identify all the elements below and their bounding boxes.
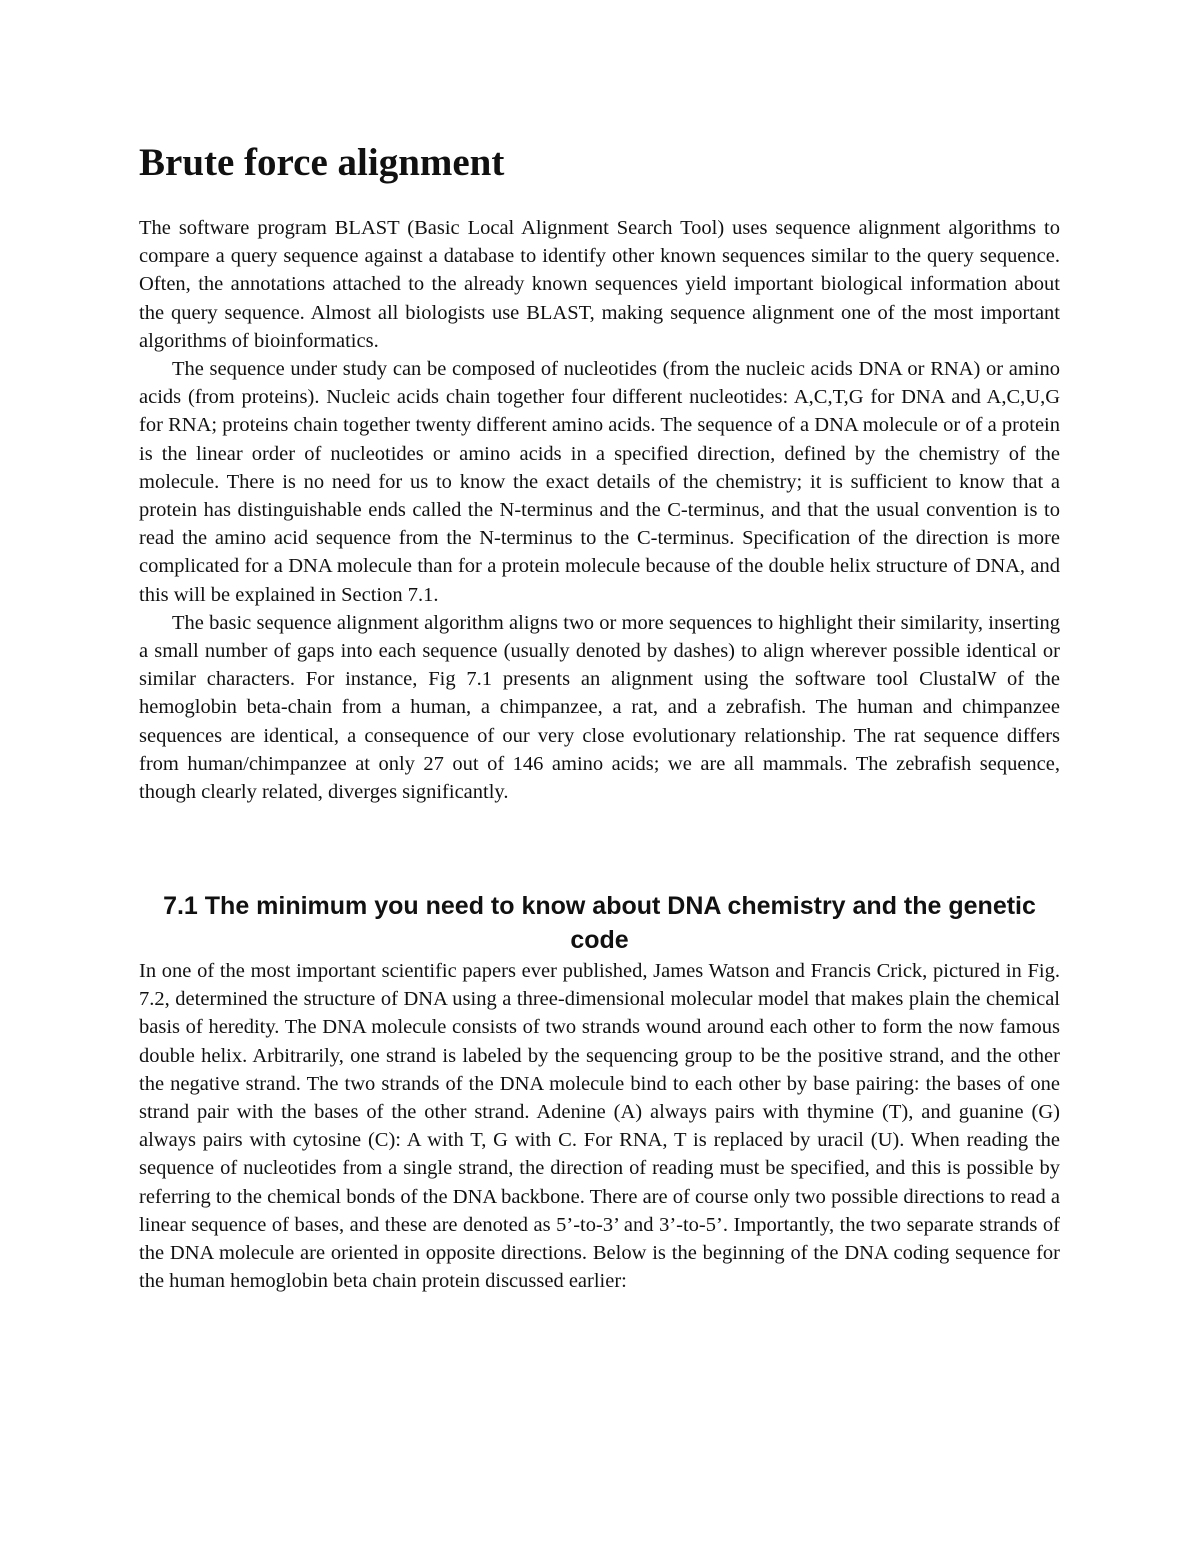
intro-text [139,214,1060,806]
section-text [139,957,1060,1295]
paragraph-blast-intro: The software program BLAST (Basic Local Alignment Search Tool) uses sequence alignment algorithms to compare a query sequence against a database to identify other known sequences similar to the query sequence. Often, the annotations attached to the already known sequences yield important biological information about the query sequence. Almost all biologists use BLAST, making sequence alignment one of the most important algorithms of bioinformatics. [139,217,1060,352]
paragraph-dna-chemistry: In one of the most important scientific papers ever published, James Watson and Francis Crick, pictured in Fig. 7.2, determined the structure of DNA using a three-dimensional molecular model that makes plain the chemical basis of heredity. The DNA molecule consists of two strands wound around each other to form the now famous double helix. Arbitrarily, one strand is labeled by the sequencing group to be the positive strand, and the other the negative strand. The two strands of the DNA molecule bind to each other by base pairing: the bases of one strand pair with the bases of the other strand. Adenine (A) always pairs with thymine (T), and guanine (G) always pairs with cytosine (C): A with T, G with C. For RNA, T is replaced by uracil (U). When reading the sequence of nucleotides from a single strand, the direction of reading must be specified, and this is possible by referring to the chemical bonds of the DNA backbone. There are of course only two possible directions to read a linear sequence of bases, and these are denoted as 5’-to-3’ and 3’-to-5’. Importantly, the two separate strands of the DNA molecule are oriented in opposite directions. Below is the beginning of the DNA coding sequence for the human hemoglobin beta chain protein discussed earlier: [139,960,1060,1293]
paragraph-sequence-composition: The sequence under study can be composed of nucleotides (from the nucleic acids DNA or RNA) or amino acids (from proteins). Nucleic acids chain together four different nucleotides: A,C,T,G for DNA and A,C,U,G for RNA; proteins chain together twenty different amino acids. The sequence of a DNA molecule or of a protein is the linear order of nucleotides or amino acids in a specified direction, defined by the chemistry of the molecule. There is no need for us to know the exact details of the chemistry; it is sufficient to know that a protein has distinguishable ends called the N-terminus and the C-terminus, and that the usual convention is to read the amino acid sequence from the N-terminus to the C-terminus. Specification of the direction is more complicated for a DNA molecule than for a protein molecule because of the double helix structure of DNA, and this will be explained in Section 7.1. [139,358,1060,606]
paragraph-alignment-algorithm: The basic sequence alignment algorithm aligns two or more sequences to highlight their similarity, inserting a small number of gaps into each sequence (usually denoted by dashes) to align wherever possible identical or similar characters. For instance, Fig 7.1 presents an alignment using the software tool ClustalW of the hemoglobin beta-chain from a human, a chimpanzee, a rat, and a zebrafish. The human and chimpanzee sequences are identical, a consequence of our very close evolutionary relationship. The rat sequence differs from human/chimpanzee at only 27 out of 146 amino acids; we are all mammals. The zebrafish sequence, though clearly related, diverges significantly. [139,611,1060,804]
section-heading: 7.1 The minimum you need to know about DNA chemistry and the genetic code [163,892,1036,954]
chapter-title: Brute force alignment [139,141,505,184]
